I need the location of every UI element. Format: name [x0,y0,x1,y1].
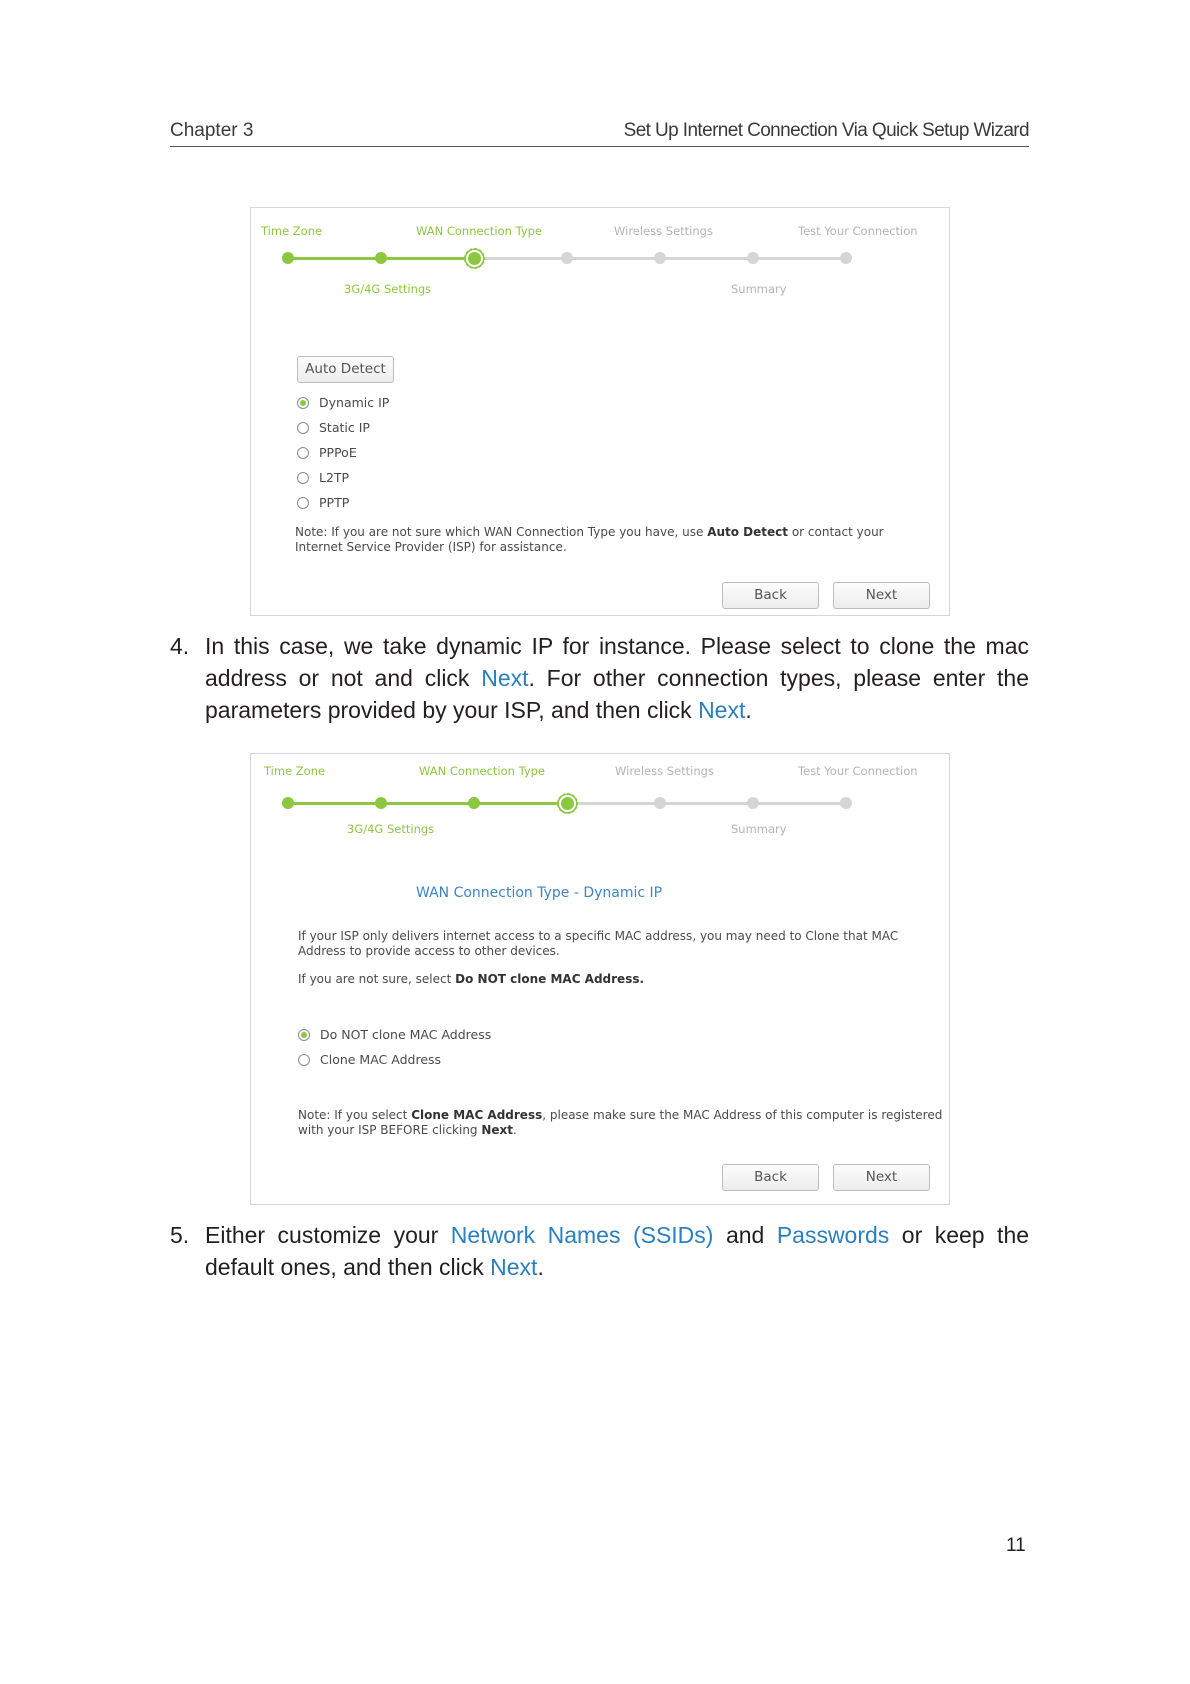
chapter-title: Set Up Internet Connection Via Quick Setup Wizard [623,120,1029,141]
radio-label: Clone MAC Address [320,1052,442,1067]
chapter-label: Chapter 3 [170,120,254,141]
back-button[interactable]: Back [722,582,819,609]
wizard-screenshot-dynamic-ip [250,753,950,1205]
radio-dynamic-ip[interactable] [297,395,389,410]
progress-dot [654,252,666,264]
next-button[interactable]: Next [833,582,930,609]
next-link[interactable]: Next [698,697,746,723]
mac-hint-text: If you are not sure, select Do NOT clone MAC Address. [298,972,645,986]
radio-pppoe[interactable] [297,445,357,460]
radio-l2tp[interactable] [297,470,349,485]
auto-detect-button[interactable]: Auto Detect [297,356,394,383]
radio-label: L2TP [319,470,350,485]
ssid-link[interactable]: Network Names (SSIDs) [450,1222,714,1248]
radio-circle-checked[interactable] [297,397,309,409]
progress-dot [282,252,294,264]
page-number: 11 [1006,1535,1026,1556]
step-number: 5. [170,1222,190,1248]
step-label-3g4g: 3G/4G Settings [347,822,435,836]
step-label-wan-type: WAN Connection Type [416,224,543,238]
progress-dot [747,797,759,809]
step-label-wireless: Wireless Settings [615,764,714,778]
mac-info-text: If your ISP only delivers internet access to a specific MAC address, you may need to Clone that MAC Address to provide access to other devices. [298,929,899,958]
wan-dynamic-ip-heading: WAN Connection Type - Dynamic IP [416,885,663,901]
step-label-summary: Summary [731,822,787,836]
next-button[interactable]: Next [833,1164,930,1191]
radio-circle[interactable] [298,1054,310,1066]
radio-circle[interactable] [297,472,309,484]
next-link[interactable]: Next [481,665,529,691]
radio-label: PPTP [319,495,350,510]
radio-circle[interactable] [297,422,309,434]
radio-label: Static IP [319,420,370,435]
progress-dot [840,797,852,809]
progress-dot-current [468,252,481,265]
progress-track [288,257,846,260]
progress-dot [561,252,573,264]
step-label-wireless: Wireless Settings [614,224,713,238]
progress-dot [840,252,852,264]
step-label-time-zone: Time Zone [261,224,323,238]
clone-mac-note: Note: If you select Clone MAC Address, please make sure the MAC Address of this computer is registered with your ISP BEFORE clicking Next. [298,1108,943,1137]
step-label-test: Test Your Connection [798,764,918,778]
step-label-summary: Summary [731,282,787,296]
radio-static-ip[interactable] [297,420,370,435]
radio-pptp[interactable] [297,495,349,510]
radio-circle[interactable] [297,447,309,459]
radio-do-not-clone-mac[interactable] [298,1027,491,1042]
progress-dot [375,252,387,264]
step-label-wan-type: WAN Connection Type [419,764,546,778]
wizard-screenshot-wan-type [250,207,950,616]
progress-track [288,802,846,805]
radio-circle[interactable] [297,497,309,509]
progress-dot [654,797,666,809]
radio-label: Dynamic IP [319,395,390,410]
passwords-link[interactable]: Passwords [776,1222,890,1248]
progress-dot [282,797,294,809]
progress-dot-current [561,797,574,810]
step-4-paragraph [170,630,1029,726]
progress-fill [288,802,567,805]
radio-label: Do NOT clone MAC Address [320,1027,492,1042]
step-label-test: Test Your Connection [798,224,918,238]
back-button[interactable]: Back [722,1164,819,1191]
step-number: 4. [170,633,190,659]
radio-label: PPPoE [319,445,357,460]
step-label-time-zone: Time Zone [264,764,326,778]
radio-circle-checked[interactable] [298,1029,310,1041]
page-header [170,120,1029,147]
radio-clone-mac[interactable] [298,1052,441,1067]
step-text: In this case, we take dynamic IP for instance. Please select to clone the mac address or not and click Next. For other connection types, please enter the parameters provided by your ISP, and then click Next. [205,633,1029,723]
progress-dot [375,797,387,809]
step-label-3g4g: 3G/4G Settings [344,282,432,296]
step-text: Either customize your Network Names (SSIDs) and Passwords or keep the default ones, and then click Next. [205,1222,1030,1280]
progress-dot [747,252,759,264]
step-5-paragraph [170,1219,1029,1283]
next-link[interactable]: Next [490,1254,538,1280]
auto-detect-note: Note: If you are not sure which WAN Connection Type you have, use Auto Detect or contact your Internet Service Provider (ISP) for assistance. [295,525,884,554]
progress-dot [468,797,480,809]
